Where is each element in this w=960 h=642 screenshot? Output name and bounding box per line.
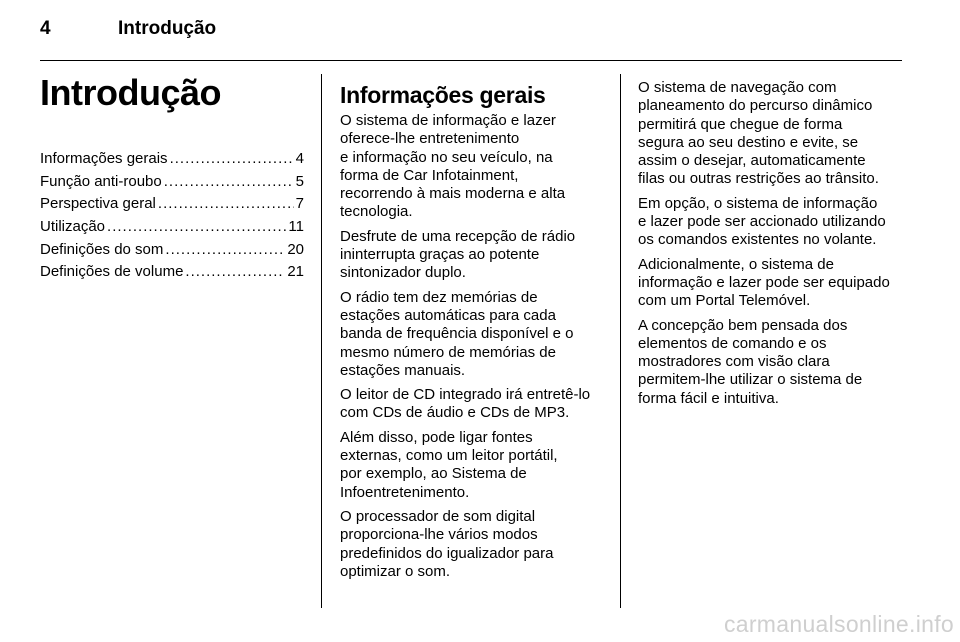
watermark: carmanualsonline.info [723,611,954,637]
toc-entry[interactable] [40,148,304,171]
paragraph: O leitor de CD integrado irá entretê-lo com CDs de áudio e CDs de MP3. [340,386,591,422]
toc-entry-label: Definições do som [40,240,164,258]
toc-leader-dots [107,216,286,239]
column-divider [321,74,322,608]
toc-entry[interactable] [40,239,304,262]
toc-entry-page: 11 [288,218,304,236]
toc-leader-dots [165,239,285,262]
page-number: 4 [40,18,51,39]
paragraph: O processador de som digital proporciona-lhe vários modos predefinidos do igualizador para optimizar o som. [340,507,554,580]
toc-entry-label: Perspectiva geral [40,195,156,213]
paragraph: Desfrute de uma recepção de rádio ininterrupta graças ao potente sintonizador duplo. [340,227,576,282]
toc-entry[interactable] [40,171,304,194]
paragraph: O sistema de informação e lazer oferece-lhe entretenimento e informação no seu veículo, na forma de Car Infotainment, recorrendo à mais moderna e alta tecnologia. [340,112,566,221]
toc-entry[interactable] [40,193,304,216]
toc-leader-dots [170,148,294,171]
toc-entry[interactable] [40,216,304,239]
paragraph: O sistema de navegação com planeamento do percurso dinâmico permitirá que chegue de forma segura ao seu destino e evite, se assim o desejar, automaticamente filas ou outras restrições ao trânsito. [638,79,879,188]
paragraph: Além disso, pode ligar fontes externas, como um leitor portátil, por exemplo, ao Sistema de Infoentretenimento. [340,428,558,501]
column-divider [620,74,621,608]
chapter-title: Introdução [40,72,221,113]
toc-leader-dots [158,193,294,216]
paragraph: A concepção bem pensada dos elementos de comando e os mostradores com visão clara permitem-lhe utilizar o sistema de forma fácil e intuitiva. [638,316,863,407]
toc-entry-page: 5 [295,172,304,190]
toc-entry[interactable] [40,261,304,284]
text-column-right [638,79,906,414]
header-rule [40,60,902,61]
toc-entry-page: 21 [287,263,304,281]
toc-leader-dots [185,261,285,284]
paragraph: Em opção, o sistema de informação e lazer pode ser accionado utilizando os comandos existentes no volante. [638,194,886,249]
toc-leader-dots [164,171,294,194]
toc-entry-label: Função anti-roubo [40,172,162,190]
toc-entry-label: Utilização [40,218,106,236]
text-column-middle [340,80,610,587]
toc-entry-label: Definições de volume [40,263,184,281]
toc-entry-page: 20 [287,240,304,258]
running-header-title: Introdução [118,18,217,39]
toc-entry-page: 7 [295,195,304,213]
paragraph: Adicionalmente, o sistema de informação e lazer pode ser equipado com um Portal Telemóvel. [638,255,890,310]
paragraph: O rádio tem dez memórias de estações automáticas para cada banda de frequência disponível e o mesmo número de memórias de estações manuais. [340,288,574,379]
table-of-contents [40,148,304,284]
section-title: Informações gerais [340,82,546,108]
toc-entry-label: Informações gerais [40,150,168,167]
toc-entry-page: 4 [295,150,304,167]
